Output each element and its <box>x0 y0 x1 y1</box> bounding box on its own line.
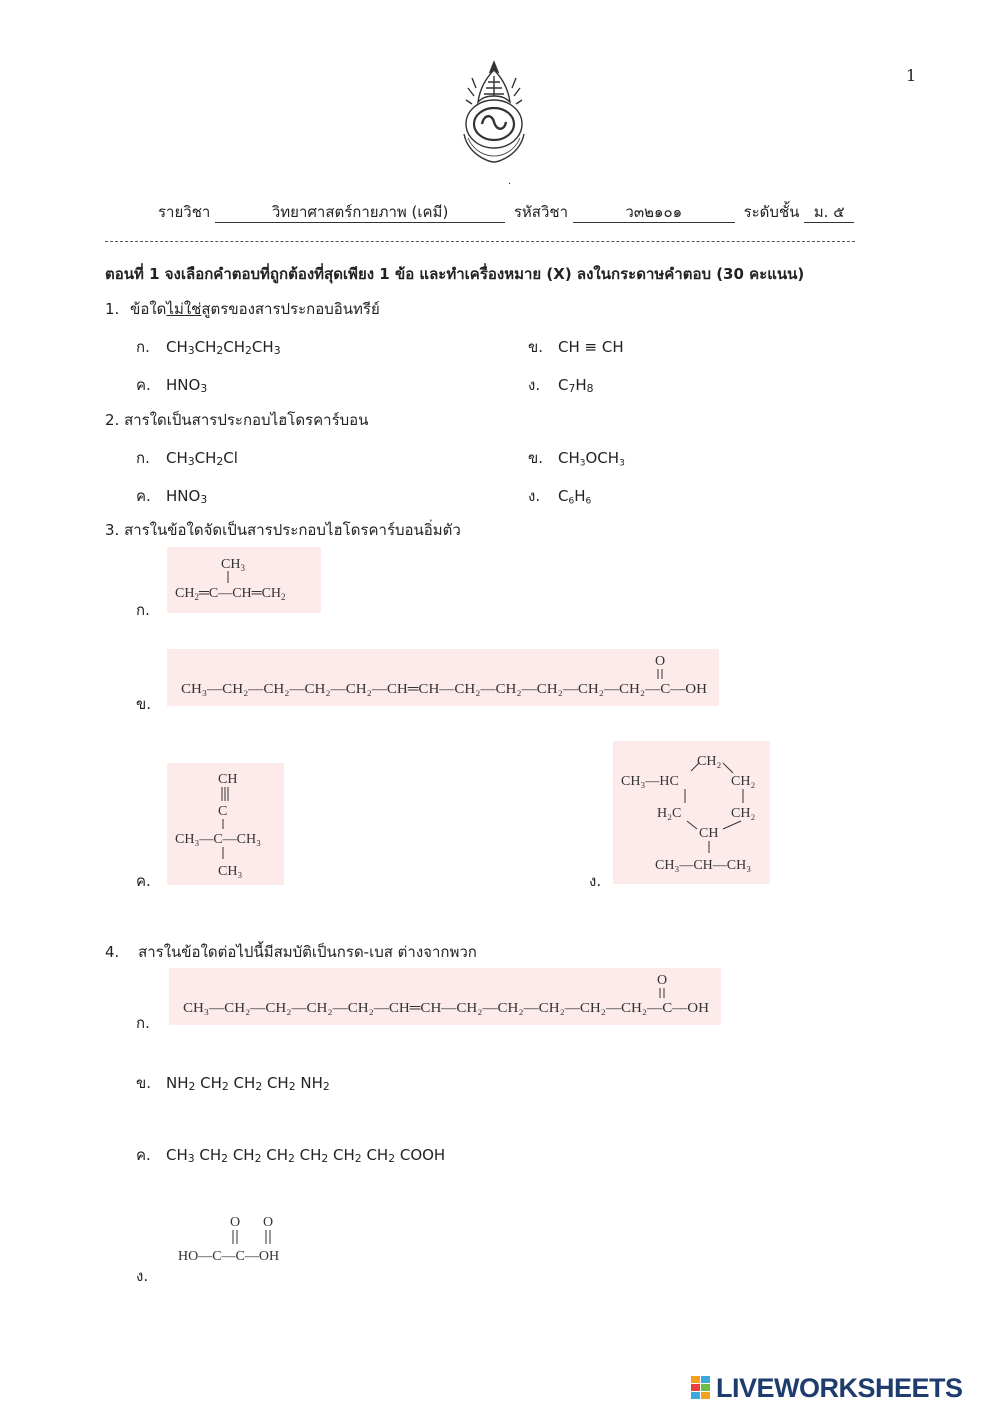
svg-text:CH₂: CH₂ <box>697 754 722 769</box>
q4-option-a-structure[interactable] <box>169 968 721 1025</box>
subject-label: รายวิชา <box>158 203 211 221</box>
question-2: 2. สารใดเป็นสารประกอบไฮโดรคาร์บอน <box>105 411 369 429</box>
svg-text:CH₃—CH₂—CH₂—CH₂—CH₂—CH═CH—CH₂—: CH₃—CH₂—CH₂—CH₂—CH₂—CH═CH—CH₂—CH₂—CH₂—CH₂—CH₂—C—OH <box>183 1001 709 1016</box>
subject-value: วิทยาศาสตร์กายภาพ (เคมี) <box>215 203 505 223</box>
level-label: ระดับชั้น <box>743 203 800 221</box>
q2-option-d[interactable]: ง. C6H6 <box>528 487 592 507</box>
level-value: ม. ๕ <box>804 203 854 223</box>
q2-option-c[interactable]: ค. $HNO_3$ <box>136 487 208 507</box>
q3-option-c-structure[interactable] <box>167 763 284 885</box>
q1-option-d[interactable]: ง. $C_7H_8$ <box>528 376 594 396</box>
svg-text:CH₃—CH—CH₃: CH₃—CH—CH₃ <box>655 858 752 873</box>
liveworksheets-logo-icon <box>690 1374 712 1402</box>
q3-option-a-label: ก. <box>136 601 150 619</box>
q2-option-b[interactable]: ข. CH3OCH3 <box>528 449 625 469</box>
q3-option-b-structure[interactable] <box>167 649 719 706</box>
liveworksheets-logo <box>690 1372 963 1404</box>
svg-text:O: O <box>655 654 666 669</box>
question-3: 3. สารในข้อใดจัดเป็นสารประกอบไฮโดรคาร์บอนอิ่มตัว <box>105 521 461 539</box>
q4-option-a-label: ก. <box>136 1014 150 1032</box>
svg-text:O: O <box>263 1215 274 1230</box>
q1-option-b[interactable]: ข. CH ≡ CH <box>528 338 624 356</box>
q3-option-d-structure[interactable] <box>613 741 770 884</box>
svg-text:CH₂: CH₂ <box>731 774 756 789</box>
svg-text:O: O <box>230 1215 241 1230</box>
q4-option-d-label: ง. <box>136 1267 149 1285</box>
svg-text:CH2═C—CH═CH2: $CH_2═C—CH═CH_2$ <box>175 586 286 602</box>
divider <box>105 241 855 242</box>
code-label: รหัสวิชา <box>513 203 568 221</box>
svg-text:CH: CH <box>218 772 238 787</box>
svg-text:H₂C: H₂C <box>657 806 682 821</box>
q3-option-c-label: ค. <box>136 872 151 890</box>
q4-option-b[interactable]: ข. $NH_2$ $CH_2$ $CH_2$ $CH_2$ $NH_2$ <box>136 1074 330 1094</box>
q1-option-c[interactable]: ค. $HNO_3$ <box>136 376 208 396</box>
svg-text:CH: CH <box>699 826 719 841</box>
question-1: 1. ข้อใดไม่ใช่สูตรของสารประกอบอินทรีย์ <box>105 300 380 318</box>
q1-option-a[interactable]: ก. $CH_3CH_2CH_2CH_3$ <box>136 338 281 358</box>
q3-option-b-label: ข. <box>136 695 152 713</box>
q4-option-c[interactable]: ค. $CH_3$ $CH_2$ $CH_2$ $CH_2$ $CH_2$ $CH_2$ $CH_2$ COOH <box>136 1146 446 1166</box>
school-emblem-icon <box>458 58 530 170</box>
svg-text:O: O <box>657 973 668 988</box>
svg-text:CH₂: CH₂ <box>731 806 756 821</box>
code-value: ว๓๒๑๐๑ <box>573 203 735 223</box>
svg-text:CH₃—HC: CH₃—HC <box>621 774 679 789</box>
q2-option-a[interactable]: ก. $CH_3CH_2Cl$ <box>136 449 238 469</box>
q3-option-a-structure[interactable] <box>167 547 321 613</box>
svg-text:CH₃: CH₃ <box>218 864 243 879</box>
svg-text:CH₃—C—CH₃: CH₃—C—CH₃ <box>175 832 261 847</box>
svg-text:C: C <box>218 804 228 819</box>
svg-text:CH₃—CH₂—CH₂—CH₂—CH₂—CH═CH—CH₂—: CH₃—CH₂—CH₂—CH₂—CH₂—CH═CH—CH₂—CH₂—CH₂—CH₂—CH₂—C—OH <box>181 682 707 697</box>
q4-option-d-structure[interactable] <box>172 1208 332 1272</box>
liveworksheets-brand: LIVEWORKSHEETS <box>716 1372 963 1403</box>
question-4: 4. สารในข้อใดต่อไปนี้มีสมบัติเป็นกรด-เบส ต่างจากพวก <box>105 943 477 961</box>
q3-option-d-label: ง. <box>589 872 602 890</box>
section-title: ตอนที่ 1 จงเลือกคำตอบที่ถูกต้องที่สุดเพียง 1 ข้อ และทำเครื่องหมาย (X) ลงในกระดาษคำตอบ (30 คะแนน) <box>105 265 805 283</box>
header-line <box>158 200 854 224</box>
svg-text:CH3: $CH_3$ <box>221 557 245 573</box>
page-number: 1 <box>906 66 917 85</box>
svg-text:HO—C—C—OH: HO—C—C—OH <box>178 1249 280 1264</box>
